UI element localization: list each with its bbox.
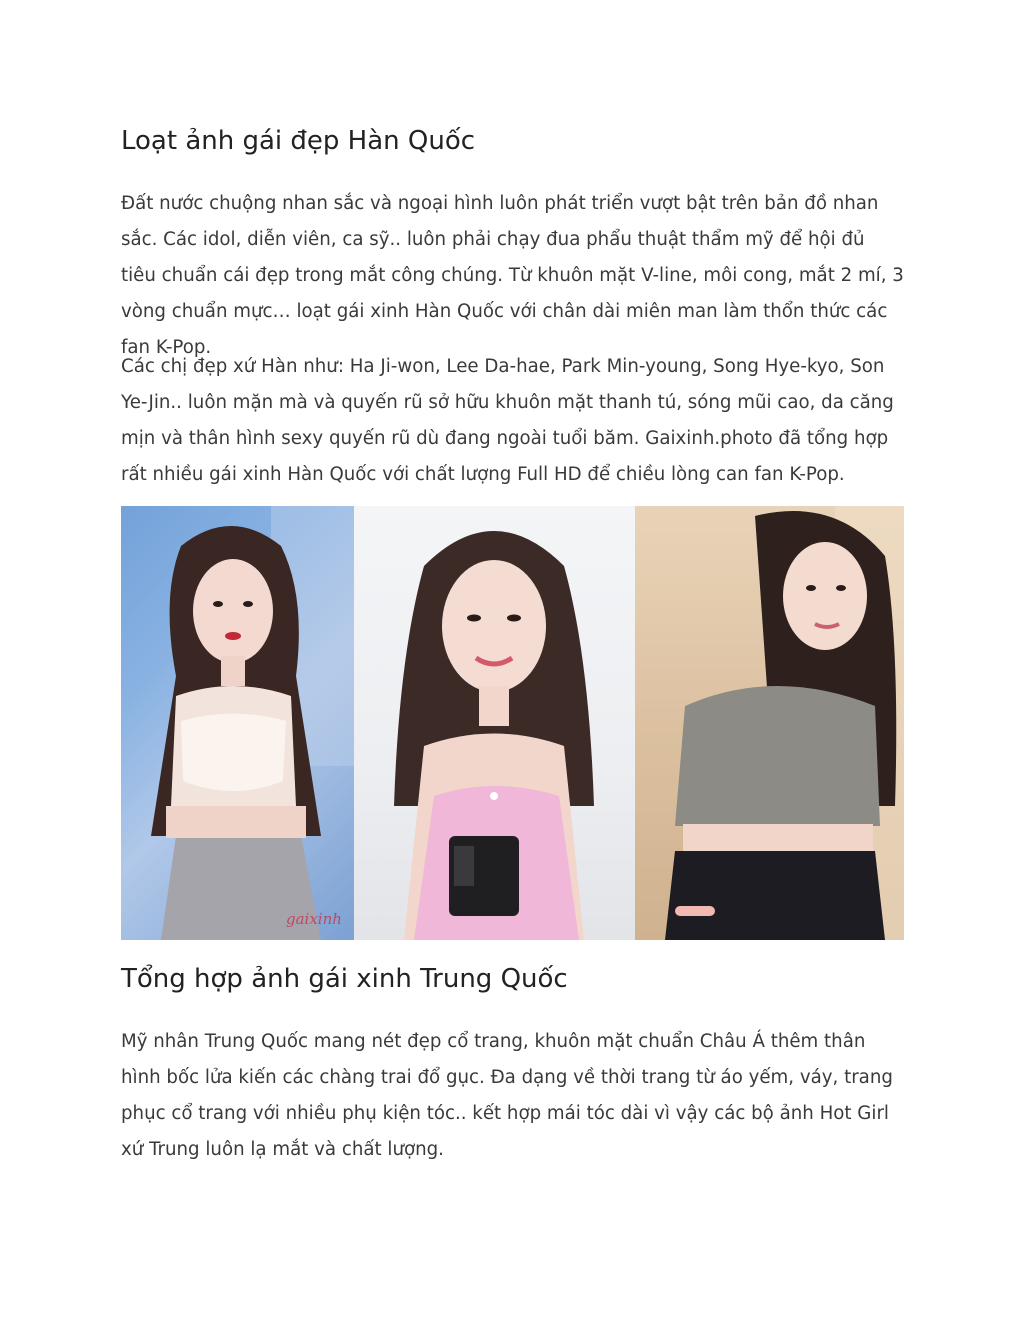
photo-korean-model-2 [354, 506, 635, 940]
watermark-text: gaixinh [286, 910, 342, 928]
photo-3-illustration [635, 506, 904, 940]
photo-collage [121, 506, 904, 940]
china-paragraph-1: Mỹ nhân Trung Quốc mang nét đẹp cổ trang, khuôn mặt chuẩn Châu Á thêm thân hình bốc lửa kiến các chàng trai đổ gục. Đa dạng về thời trang từ áo yếm, váy, trang phục cổ trang với nhiều phụ kiện tóc.. kết hợp mái tóc dài vì vậy các bộ ảnh Hot Girl xứ Trung luôn lạ mắt và chất lượng. [121, 1031, 893, 1160]
photo-1-illustration [121, 506, 354, 940]
section-heading-china: Tổng hợp ảnh gái xinh Trung Quốc [121, 964, 568, 994]
photo-korean-model-1 [121, 506, 354, 940]
photo-korean-model-3 [635, 506, 904, 940]
photo-2-illustration [354, 506, 635, 940]
korea-paragraph-2: Các chị đẹp xứ Hàn như: Ha Ji-won, Lee Da-hae, Park Min-young, Song Hye-kyo, Son Ye-Jin.. luôn mặn mà và quyến rũ sở hữu khuôn mặt thanh tú, sóng mũi cao, da căng mịn và thân hình sexy quyến rũ dù đang ngoài tuổi băm. Gaixinh.photo đã tổng hợp rất nhiều gái xinh Hàn Quốc với chất lượng Full HD để chiều lòng can fan K-Pop. [121, 356, 894, 485]
section-heading-korea: Loạt ảnh gái đẹp Hàn Quốc [121, 126, 476, 156]
korea-paragraph-1: Đất nước chuộng nhan sắc và ngoại hình luôn phát triển vượt bật trên bản đồ nhan sắc. Các idol, diễn viên, ca sỹ.. luôn phải chạy đua phẩu thuật thẩm mỹ để hội đủ tiêu chuẩn cái đẹp trong mắt công chúng. Từ khuôn mặt V-line, môi cong, mắt 2 mí, 3 vòng chuẩn mực… loạt gái xinh Hàn Quốc với chân dài miên man làm thổn thức các fan K-Pop. [121, 193, 904, 358]
